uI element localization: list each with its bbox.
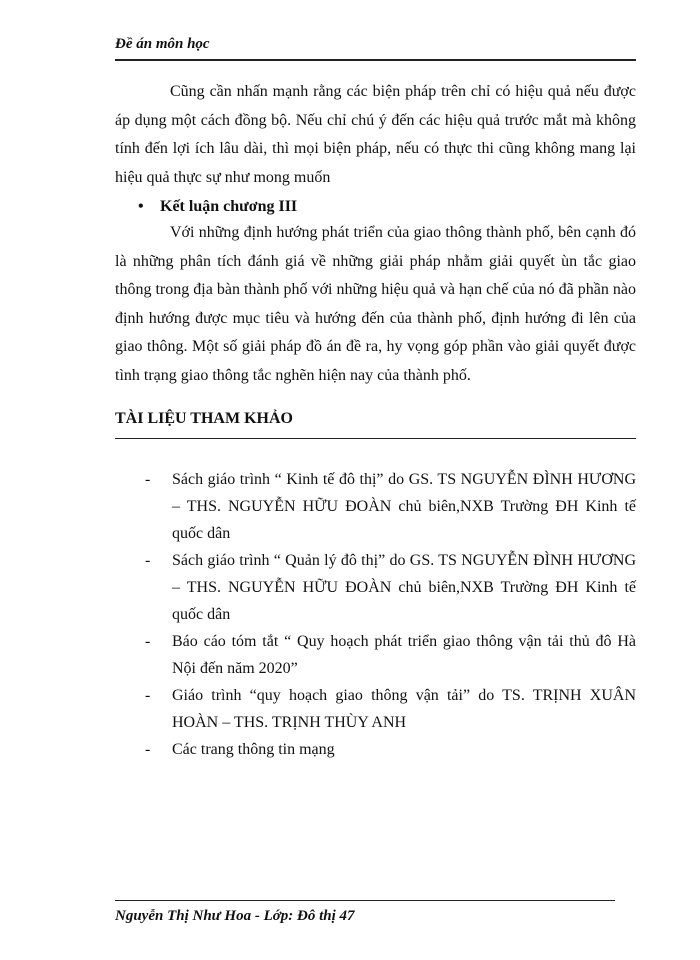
reference-text: Các trang thông tin mạng: [172, 741, 335, 758]
reference-text: Báo cáo tóm tắt “ Quy hoạch phát triển giao thông vận tải thủ đô Hà Nội đến năm 2020”: [172, 633, 636, 677]
references-title: TÀI LIỆU THAM KHẢO: [115, 410, 636, 439]
reference-item: [145, 547, 636, 628]
reference-item: [145, 628, 636, 682]
intro-paragraph-text: Cũng cần nhấn mạnh rằng các biện pháp trên chỉ có hiệu quả nếu được áp dụng một cách đồng bộ. Nếu chỉ chú ý đến các hiệu quả trước mắt mà không tính đến lợi ích lâu dài, thì mọi biện pháp, nếu có thực thi cũng không mang lại hiệu quả thực sự như mong muốn: [115, 83, 636, 186]
reference-item: [145, 682, 636, 736]
conclusion-paragraph: [115, 219, 636, 390]
bullet-marker: •: [138, 198, 144, 215]
footer-divider: [115, 900, 615, 901]
references-list: [145, 466, 636, 763]
reference-text: Giáo trình “quy hoạch giao thông vận tải” do TS. TRỊNH XUÂN HOÀN – THS. TRỊNH THÙY ANH: [172, 687, 636, 731]
intro-paragraph: [115, 78, 636, 192]
reference-item: [145, 466, 636, 547]
list-dash: -: [145, 741, 151, 758]
reference-text: Sách giáo trình “ Kinh tế đô thị” do GS. TS NGUYỄN ĐÌNH HƯƠNG – THS. NGUYỄN HỮU ĐOÀN chủ biên,NXB Trường ĐH Kinh tế quốc dân: [172, 471, 636, 542]
reference-item: [145, 736, 636, 763]
list-dash: -: [145, 552, 151, 569]
page-footer: Nguyễn Thị Như Hoa - Lớp: Đô thị 47: [115, 908, 355, 924]
reference-text: Sách giáo trình “ Quản lý đô thị” do GS. TS NGUYỄN ĐÌNH HƯƠNG – THS. NGUYỄN HỮU ĐOÀN chủ biên,NXB Trường ĐH Kinh tế quốc dân: [172, 552, 636, 623]
conclusion-paragraph-text: Với những định hướng phát triển của giao thông thành phố, bên cạnh đó là những phân tích đánh giá về những giải pháp nhằm giải quyết ùn tắc giao thông trong địa bàn thành phố với những hiệu quả và hạn chế của nó đã phần nào định hướng được mục tiêu và hướng đến của thành phố, định hướng đi lên của giao thông. Một số giải pháp đồ án đề ra, hy vọng góp phần vào giải quyết được tình trạng giao thông tắc nghẽn hiện nay của thành phố.: [115, 224, 636, 384]
conclusion-heading-text: Kết luận chương III: [160, 198, 298, 215]
page-header: Đề án môn học: [115, 36, 636, 61]
conclusion-heading: [138, 193, 297, 221]
list-dash: -: [145, 633, 151, 650]
list-dash: -: [145, 471, 151, 488]
list-dash: -: [145, 687, 151, 704]
